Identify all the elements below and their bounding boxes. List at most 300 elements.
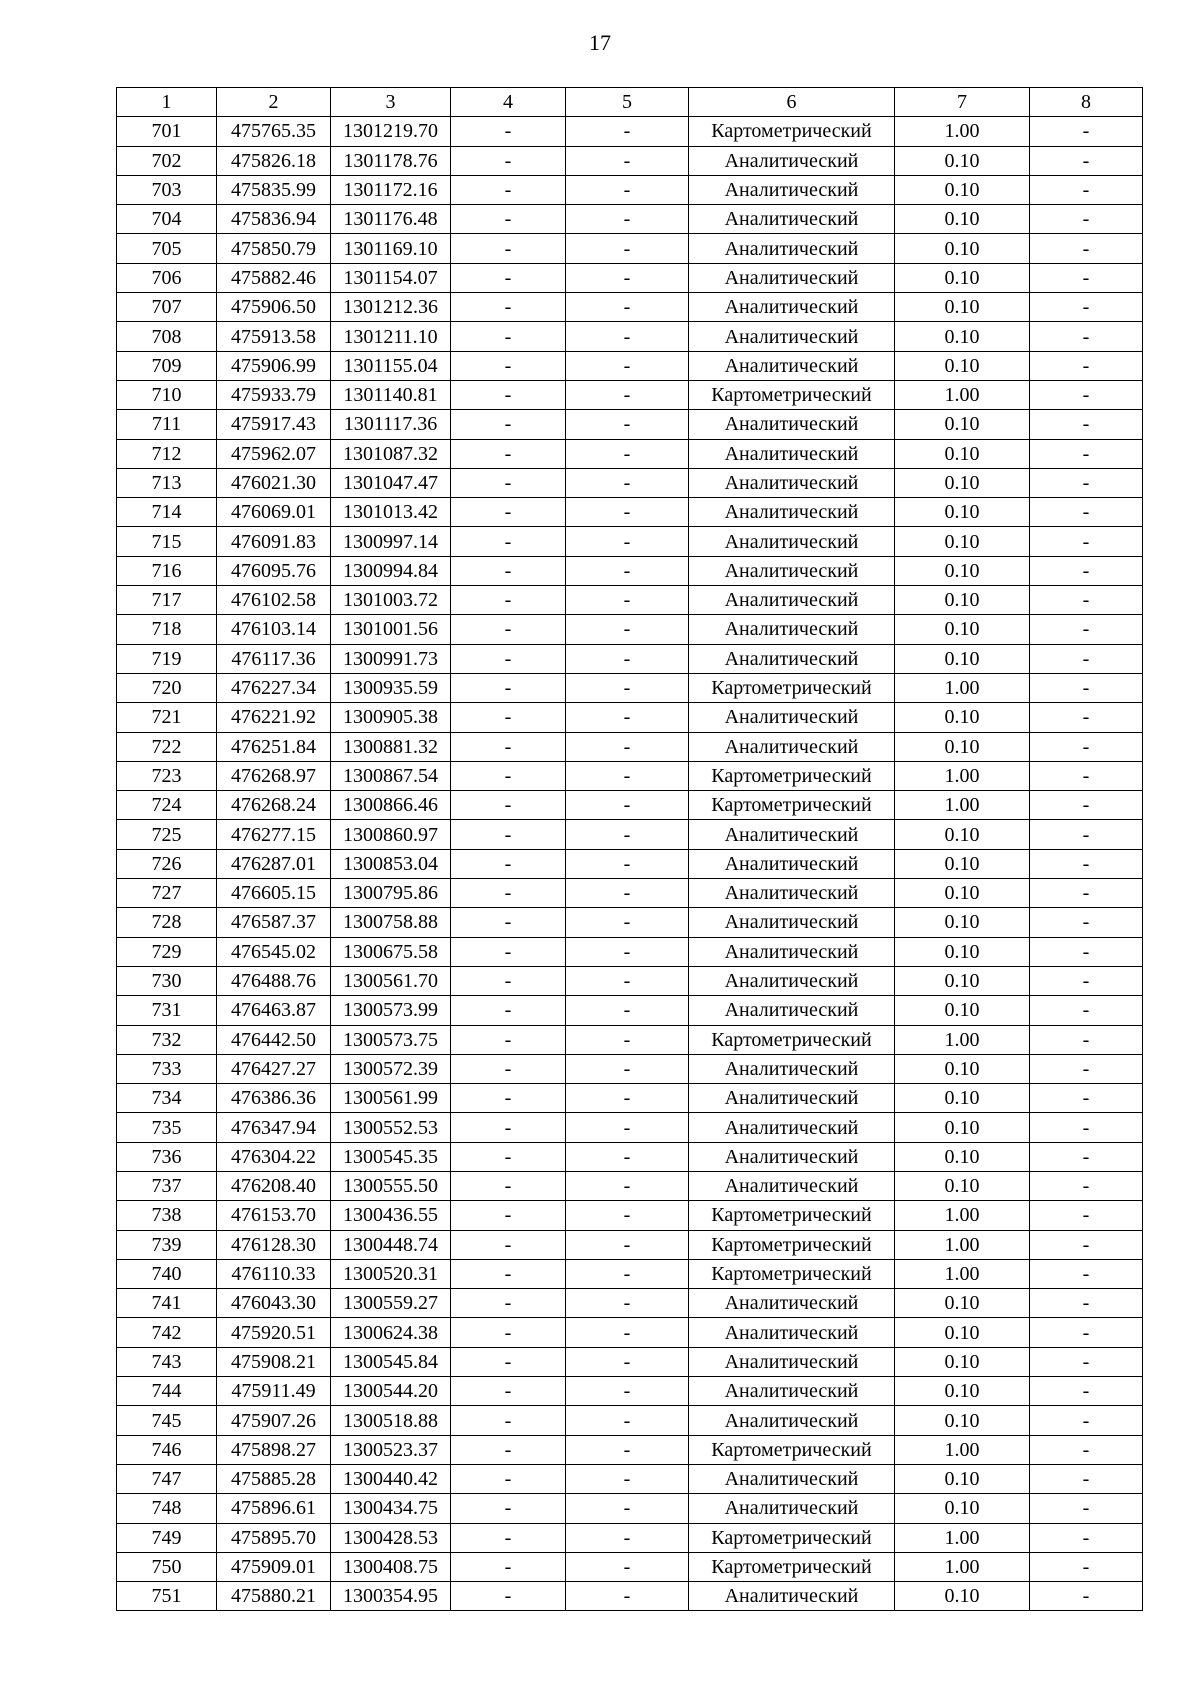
cell-method: Аналитический (689, 937, 895, 966)
cell-col-4: - (451, 1113, 566, 1142)
cell-accuracy: 0.10 (895, 527, 1030, 556)
cell-col-8: - (1030, 644, 1143, 673)
cell-col-8: - (1030, 820, 1143, 849)
cell-x-coordinate: 476128.30 (217, 1230, 331, 1259)
cell-x-coordinate: 476208.40 (217, 1171, 331, 1200)
cell-accuracy: 0.10 (895, 439, 1030, 468)
cell-point-number: 711 (117, 410, 217, 439)
cell-col-5: - (566, 205, 689, 234)
cell-col-8: - (1030, 410, 1143, 439)
cell-col-5: - (566, 615, 689, 644)
table-row (117, 527, 1143, 556)
cell-method: Картометрический (689, 1523, 895, 1552)
table-row (117, 849, 1143, 878)
cell-col-8: - (1030, 293, 1143, 322)
cell-col-4: - (451, 146, 566, 175)
cell-method: Аналитический (689, 908, 895, 937)
table-row (117, 966, 1143, 995)
cell-col-8: - (1030, 703, 1143, 732)
table-row (117, 703, 1143, 732)
cell-point-number: 748 (117, 1494, 217, 1523)
cell-col-4: - (451, 1142, 566, 1171)
cell-x-coordinate: 476545.02 (217, 937, 331, 966)
cell-point-number: 713 (117, 468, 217, 497)
cell-col-5: - (566, 879, 689, 908)
cell-col-4: - (451, 1025, 566, 1054)
cell-y-coordinate: 1300354.95 (331, 1582, 451, 1611)
cell-x-coordinate: 476605.15 (217, 879, 331, 908)
header-row (117, 88, 1143, 117)
cell-accuracy: 0.10 (895, 732, 1030, 761)
cell-accuracy: 0.10 (895, 849, 1030, 878)
cell-col-8: - (1030, 732, 1143, 761)
cell-method: Картометрический (689, 1552, 895, 1581)
table-row (117, 1201, 1143, 1230)
cell-col-4: - (451, 966, 566, 995)
cell-x-coordinate: 476287.01 (217, 849, 331, 878)
header-cell-2: 2 (217, 88, 331, 117)
cell-method: Аналитический (689, 439, 895, 468)
cell-x-coordinate: 475765.35 (217, 117, 331, 146)
cell-col-5: - (566, 1025, 689, 1054)
cell-col-8: - (1030, 615, 1143, 644)
cell-x-coordinate: 476110.33 (217, 1259, 331, 1288)
table-row (117, 1494, 1143, 1523)
header-cell-8: 8 (1030, 88, 1143, 117)
cell-y-coordinate: 1301169.10 (331, 234, 451, 263)
cell-x-coordinate: 476043.30 (217, 1289, 331, 1318)
cell-method: Картометрический (689, 1259, 895, 1288)
table-header (117, 88, 1143, 117)
cell-col-5: - (566, 1289, 689, 1318)
cell-accuracy: 0.10 (895, 1289, 1030, 1318)
cell-accuracy: 0.10 (895, 966, 1030, 995)
cell-col-5: - (566, 1494, 689, 1523)
table-row (117, 322, 1143, 351)
cell-col-4: - (451, 1347, 566, 1376)
cell-method: Аналитический (689, 322, 895, 351)
page-number: 17 (589, 30, 611, 55)
cell-method: Аналитический (689, 146, 895, 175)
cell-col-4: - (451, 644, 566, 673)
cell-method: Картометрический (689, 761, 895, 790)
cell-col-8: - (1030, 205, 1143, 234)
cell-col-5: - (566, 820, 689, 849)
cell-accuracy: 1.00 (895, 1523, 1030, 1552)
cell-col-4: - (451, 673, 566, 702)
cell-x-coordinate: 476587.37 (217, 908, 331, 937)
cell-accuracy: 0.10 (895, 996, 1030, 1025)
header-cell-7: 7 (895, 88, 1030, 117)
cell-x-coordinate: 475896.61 (217, 1494, 331, 1523)
cell-x-coordinate: 476102.58 (217, 586, 331, 615)
cell-col-8: - (1030, 1377, 1143, 1406)
cell-method: Аналитический (689, 703, 895, 732)
cell-col-5: - (566, 1113, 689, 1142)
coordinates-table (116, 87, 1143, 1611)
cell-col-4: - (451, 1318, 566, 1347)
cell-method: Аналитический (689, 1171, 895, 1200)
cell-x-coordinate: 475913.58 (217, 322, 331, 351)
cell-point-number: 702 (117, 146, 217, 175)
cell-col-8: - (1030, 380, 1143, 409)
cell-col-5: - (566, 322, 689, 351)
cell-col-4: - (451, 937, 566, 966)
cell-point-number: 722 (117, 732, 217, 761)
cell-col-8: - (1030, 1347, 1143, 1376)
cell-y-coordinate: 1301001.56 (331, 615, 451, 644)
cell-accuracy: 0.10 (895, 498, 1030, 527)
cell-point-number: 714 (117, 498, 217, 527)
cell-method: Аналитический (689, 498, 895, 527)
table-row (117, 1084, 1143, 1113)
cell-accuracy: 0.10 (895, 175, 1030, 204)
cell-method: Аналитический (689, 644, 895, 673)
cell-method: Аналитический (689, 234, 895, 263)
cell-y-coordinate: 1301087.32 (331, 439, 451, 468)
cell-point-number: 735 (117, 1113, 217, 1142)
cell-method: Аналитический (689, 966, 895, 995)
table-row (117, 556, 1143, 585)
cell-y-coordinate: 1300758.88 (331, 908, 451, 937)
table-row (117, 1289, 1143, 1318)
cell-col-5: - (566, 146, 689, 175)
cell-y-coordinate: 1300518.88 (331, 1406, 451, 1435)
cell-col-8: - (1030, 351, 1143, 380)
cell-col-5: - (566, 1347, 689, 1376)
cell-accuracy: 0.10 (895, 1464, 1030, 1493)
cell-method: Аналитический (689, 556, 895, 585)
cell-point-number: 716 (117, 556, 217, 585)
cell-accuracy: 0.10 (895, 1582, 1030, 1611)
cell-method: Аналитический (689, 996, 895, 1025)
cell-col-8: - (1030, 996, 1143, 1025)
table-row (117, 205, 1143, 234)
cell-col-4: - (451, 615, 566, 644)
cell-col-8: - (1030, 439, 1143, 468)
cell-x-coordinate: 475962.07 (217, 439, 331, 468)
cell-x-coordinate: 476221.92 (217, 703, 331, 732)
cell-col-4: - (451, 293, 566, 322)
cell-method: Аналитический (689, 1142, 895, 1171)
table-row (117, 1406, 1143, 1435)
cell-col-4: - (451, 1054, 566, 1083)
cell-col-5: - (566, 1230, 689, 1259)
cell-y-coordinate: 1300520.31 (331, 1259, 451, 1288)
cell-x-coordinate: 475907.26 (217, 1406, 331, 1435)
cell-y-coordinate: 1301211.10 (331, 322, 451, 351)
cell-col-4: - (451, 234, 566, 263)
cell-point-number: 707 (117, 293, 217, 322)
cell-point-number: 733 (117, 1054, 217, 1083)
cell-col-5: - (566, 498, 689, 527)
cell-method: Аналитический (689, 1318, 895, 1347)
cell-col-8: - (1030, 1318, 1143, 1347)
cell-col-8: - (1030, 322, 1143, 351)
header-cell-3: 3 (331, 88, 451, 117)
cell-y-coordinate: 1300675.58 (331, 937, 451, 966)
cell-x-coordinate: 476021.30 (217, 468, 331, 497)
cell-method: Аналитический (689, 1406, 895, 1435)
cell-point-number: 751 (117, 1582, 217, 1611)
cell-col-8: - (1030, 1582, 1143, 1611)
cell-y-coordinate: 1300545.35 (331, 1142, 451, 1171)
cell-col-5: - (566, 1523, 689, 1552)
cell-accuracy: 1.00 (895, 1552, 1030, 1581)
cell-y-coordinate: 1301155.04 (331, 351, 451, 380)
table-body (117, 117, 1143, 1611)
cell-accuracy: 0.10 (895, 351, 1030, 380)
cell-y-coordinate: 1300935.59 (331, 673, 451, 702)
cell-accuracy: 1.00 (895, 791, 1030, 820)
cell-col-4: - (451, 586, 566, 615)
cell-method: Аналитический (689, 849, 895, 878)
cell-col-8: - (1030, 556, 1143, 585)
cell-y-coordinate: 1301003.72 (331, 586, 451, 615)
cell-col-8: - (1030, 1025, 1143, 1054)
cell-col-8: - (1030, 498, 1143, 527)
cell-x-coordinate: 476347.94 (217, 1113, 331, 1142)
cell-col-5: - (566, 380, 689, 409)
cell-col-4: - (451, 410, 566, 439)
cell-y-coordinate: 1300905.38 (331, 703, 451, 732)
cell-y-coordinate: 1300624.38 (331, 1318, 451, 1347)
cell-y-coordinate: 1301013.42 (331, 498, 451, 527)
cell-point-number: 704 (117, 205, 217, 234)
table-row (117, 1054, 1143, 1083)
table-row (117, 644, 1143, 673)
cell-col-5: - (566, 1259, 689, 1288)
cell-x-coordinate: 476268.97 (217, 761, 331, 790)
cell-method: Аналитический (689, 1084, 895, 1113)
cell-x-coordinate: 476304.22 (217, 1142, 331, 1171)
cell-method: Аналитический (689, 586, 895, 615)
cell-col-8: - (1030, 1435, 1143, 1464)
cell-x-coordinate: 475882.46 (217, 263, 331, 292)
cell-point-number: 732 (117, 1025, 217, 1054)
cell-col-4: - (451, 1171, 566, 1200)
cell-x-coordinate: 475911.49 (217, 1377, 331, 1406)
header-cell-1: 1 (117, 88, 217, 117)
table-row (117, 1582, 1143, 1611)
table-row (117, 439, 1143, 468)
cell-x-coordinate: 475835.99 (217, 175, 331, 204)
cell-col-4: - (451, 1259, 566, 1288)
table-row (117, 732, 1143, 761)
cell-accuracy: 1.00 (895, 1201, 1030, 1230)
cell-point-number: 741 (117, 1289, 217, 1318)
cell-accuracy: 1.00 (895, 117, 1030, 146)
cell-col-4: - (451, 1582, 566, 1611)
header-cell-5: 5 (566, 88, 689, 117)
cell-y-coordinate: 1300997.14 (331, 527, 451, 556)
cell-method: Аналитический (689, 1377, 895, 1406)
table-row (117, 1377, 1143, 1406)
cell-accuracy: 0.10 (895, 1113, 1030, 1142)
cell-point-number: 725 (117, 820, 217, 849)
cell-accuracy: 0.10 (895, 263, 1030, 292)
cell-x-coordinate: 476386.36 (217, 1084, 331, 1113)
cell-point-number: 717 (117, 586, 217, 615)
cell-accuracy: 0.10 (895, 234, 1030, 263)
cell-y-coordinate: 1300555.50 (331, 1171, 451, 1200)
cell-point-number: 719 (117, 644, 217, 673)
cell-col-8: - (1030, 117, 1143, 146)
cell-x-coordinate: 475850.79 (217, 234, 331, 263)
cell-accuracy: 0.10 (895, 703, 1030, 732)
cell-accuracy: 1.00 (895, 1230, 1030, 1259)
cell-col-5: - (566, 556, 689, 585)
cell-method: Картометрический (689, 1435, 895, 1464)
cell-col-4: - (451, 527, 566, 556)
table-row (117, 1552, 1143, 1581)
cell-col-5: - (566, 673, 689, 702)
cell-method: Картометрический (689, 1230, 895, 1259)
cell-method: Аналитический (689, 410, 895, 439)
cell-y-coordinate: 1300881.32 (331, 732, 451, 761)
cell-method: Аналитический (689, 1464, 895, 1493)
table-row (117, 761, 1143, 790)
cell-point-number: 745 (117, 1406, 217, 1435)
cell-col-5: - (566, 263, 689, 292)
cell-col-5: - (566, 175, 689, 204)
cell-accuracy: 0.10 (895, 1318, 1030, 1347)
cell-accuracy: 0.10 (895, 410, 1030, 439)
cell-accuracy: 0.10 (895, 879, 1030, 908)
cell-accuracy: 0.10 (895, 205, 1030, 234)
cell-accuracy: 0.10 (895, 146, 1030, 175)
cell-point-number: 729 (117, 937, 217, 966)
cell-x-coordinate: 475920.51 (217, 1318, 331, 1347)
cell-col-8: - (1030, 1171, 1143, 1200)
cell-col-8: - (1030, 1113, 1143, 1142)
cell-method: Аналитический (689, 527, 895, 556)
cell-x-coordinate: 476427.27 (217, 1054, 331, 1083)
cell-accuracy: 0.10 (895, 556, 1030, 585)
cell-col-4: - (451, 703, 566, 732)
cell-col-5: - (566, 527, 689, 556)
cell-method: Аналитический (689, 615, 895, 644)
cell-col-8: - (1030, 1054, 1143, 1083)
cell-accuracy: 0.10 (895, 586, 1030, 615)
cell-point-number: 746 (117, 1435, 217, 1464)
cell-col-8: - (1030, 908, 1143, 937)
cell-col-5: - (566, 1582, 689, 1611)
cell-col-8: - (1030, 1201, 1143, 1230)
cell-y-coordinate: 1300544.20 (331, 1377, 451, 1406)
cell-col-4: - (451, 498, 566, 527)
table-row (117, 1435, 1143, 1464)
cell-x-coordinate: 475826.18 (217, 146, 331, 175)
header-cell-6: 6 (689, 88, 895, 117)
cell-point-number: 721 (117, 703, 217, 732)
cell-col-8: - (1030, 263, 1143, 292)
table-row (117, 879, 1143, 908)
cell-col-5: - (566, 1377, 689, 1406)
header-cell-4: 4 (451, 88, 566, 117)
cell-x-coordinate: 476095.76 (217, 556, 331, 585)
cell-col-5: - (566, 732, 689, 761)
cell-method: Картометрический (689, 380, 895, 409)
table-row (117, 1142, 1143, 1171)
cell-col-4: - (451, 117, 566, 146)
cell-x-coordinate: 476268.24 (217, 791, 331, 820)
cell-col-5: - (566, 908, 689, 937)
cell-accuracy: 0.10 (895, 1406, 1030, 1435)
cell-accuracy: 0.10 (895, 644, 1030, 673)
cell-col-4: - (451, 1201, 566, 1230)
cell-x-coordinate: 475933.79 (217, 380, 331, 409)
cell-col-8: - (1030, 1230, 1143, 1259)
cell-accuracy: 0.10 (895, 1142, 1030, 1171)
cell-y-coordinate: 1300428.53 (331, 1523, 451, 1552)
cell-col-8: - (1030, 791, 1143, 820)
cell-col-4: - (451, 556, 566, 585)
cell-point-number: 715 (117, 527, 217, 556)
cell-point-number: 750 (117, 1552, 217, 1581)
cell-col-8: - (1030, 1259, 1143, 1288)
cell-y-coordinate: 1300436.55 (331, 1201, 451, 1230)
cell-x-coordinate: 475895.70 (217, 1523, 331, 1552)
table-row (117, 1523, 1143, 1552)
cell-accuracy: 0.10 (895, 1377, 1030, 1406)
cell-accuracy: 0.10 (895, 293, 1030, 322)
table-row (117, 410, 1143, 439)
cell-col-5: - (566, 644, 689, 673)
cell-col-8: - (1030, 849, 1143, 878)
table-row (117, 673, 1143, 702)
cell-point-number: 728 (117, 908, 217, 937)
cell-col-5: - (566, 1435, 689, 1464)
cell-col-8: - (1030, 527, 1143, 556)
cell-x-coordinate: 476103.14 (217, 615, 331, 644)
cell-col-5: - (566, 849, 689, 878)
cell-col-4: - (451, 1552, 566, 1581)
cell-x-coordinate: 475880.21 (217, 1582, 331, 1611)
cell-col-5: - (566, 937, 689, 966)
cell-y-coordinate: 1300448.74 (331, 1230, 451, 1259)
cell-col-4: - (451, 1289, 566, 1318)
table-row (117, 908, 1143, 937)
table-row (117, 1318, 1143, 1347)
cell-method: Аналитический (689, 820, 895, 849)
cell-y-coordinate: 1300523.37 (331, 1435, 451, 1464)
cell-y-coordinate: 1300860.97 (331, 820, 451, 849)
cell-col-5: - (566, 117, 689, 146)
cell-col-4: - (451, 791, 566, 820)
table-row (117, 293, 1143, 322)
cell-method: Картометрический (689, 1201, 895, 1230)
cell-accuracy: 0.10 (895, 1347, 1030, 1376)
cell-col-4: - (451, 468, 566, 497)
cell-col-5: - (566, 1464, 689, 1493)
cell-col-5: - (566, 351, 689, 380)
cell-col-5: - (566, 410, 689, 439)
cell-col-4: - (451, 879, 566, 908)
cell-method: Аналитический (689, 732, 895, 761)
table-row (117, 351, 1143, 380)
table-row (117, 1113, 1143, 1142)
cell-y-coordinate: 1301178.76 (331, 146, 451, 175)
cell-col-8: - (1030, 1523, 1143, 1552)
cell-point-number: 734 (117, 1084, 217, 1113)
cell-y-coordinate: 1301176.48 (331, 205, 451, 234)
cell-y-coordinate: 1301047.47 (331, 468, 451, 497)
cell-accuracy: 1.00 (895, 1435, 1030, 1464)
cell-x-coordinate: 475906.50 (217, 293, 331, 322)
cell-y-coordinate: 1300853.04 (331, 849, 451, 878)
cell-x-coordinate: 476091.83 (217, 527, 331, 556)
